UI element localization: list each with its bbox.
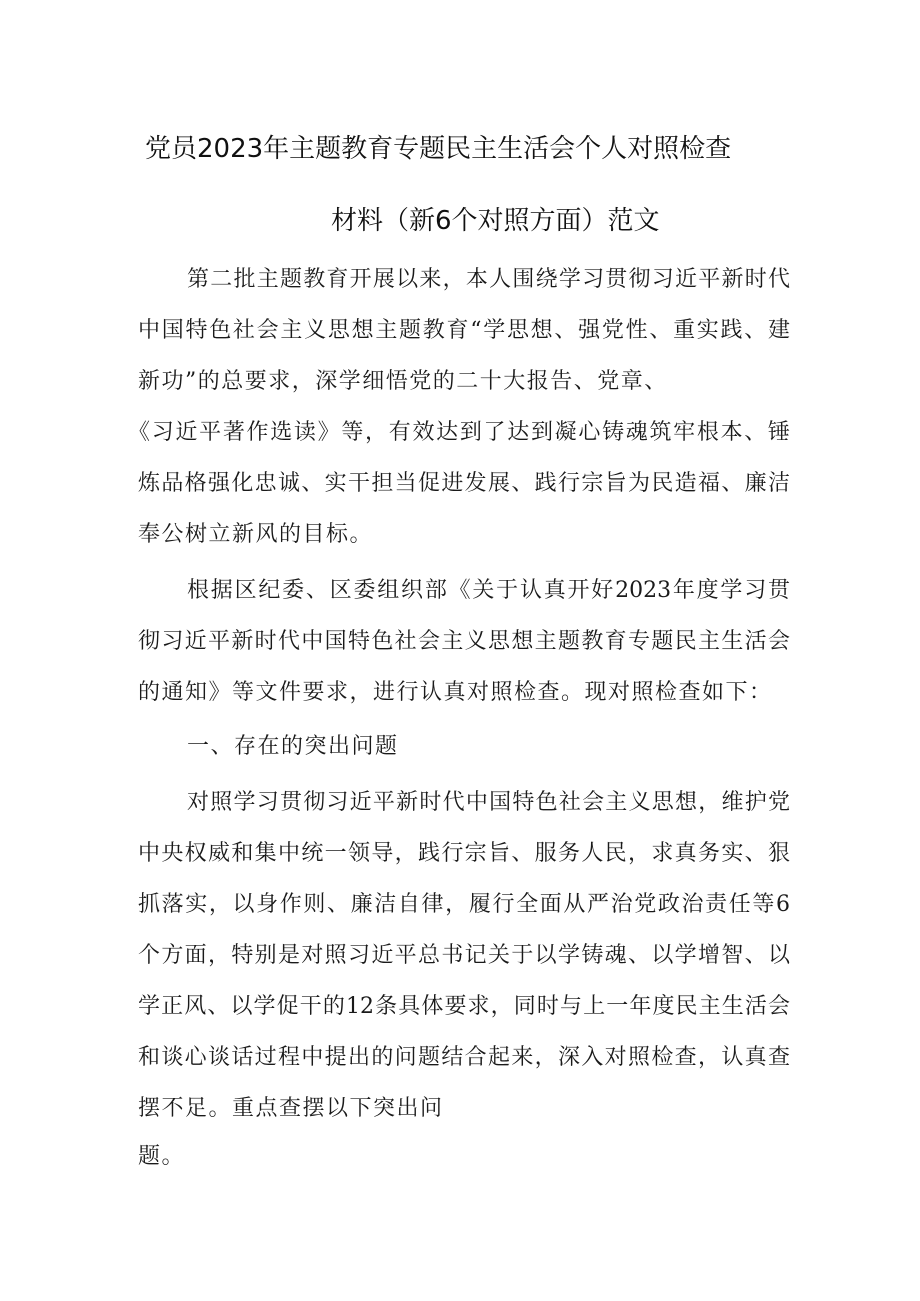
paragraph-line: 学正风、以学促干的12条具体要求，同时与上一年度民主生活会 <box>138 994 790 1019</box>
paragraph-line: 根据区纪委、区委组织部《关于认真开好2023年度学习贯 <box>187 578 790 603</box>
paragraph-line: 炼品格强化忠诚、实干担当促进发展、践行宗旨为民造福、廉洁 <box>138 471 790 496</box>
paragraph-line: 彻习近平新时代中国特色社会主义思想主题教育专题民主生活会 <box>138 629 790 654</box>
document-title-line-1: 党员2023年主题教育专题民主生活会个人对照检查 <box>145 134 732 164</box>
paragraph-line: 和谈心谈话过程中提出的问题结合起来，深入对照检查，认真查 <box>138 1045 790 1070</box>
paragraph-line: 《习近平著作选读》等，有效达到了达到凝心铸魂筑牢根本、锤 <box>128 420 790 445</box>
paragraph-line: 个方面，特别是对照习近平总书记关于以学铸魂、以学增智、以 <box>138 943 790 968</box>
paragraph-line: 的通知》等文件要求，进行认真对照检查。现对照检查如下： <box>138 680 773 705</box>
paragraph-line: 奉公树立新风的目标。 <box>138 522 374 547</box>
paragraph-line: 新功”的总要求，深学细悟党的二十大报告、党章、 <box>138 369 668 394</box>
paragraph-line: 对照学习贯彻习近平新时代中国特色社会主义思想，维护党 <box>187 790 790 815</box>
paragraph-line: 中央权威和集中统一领导，践行宗旨、服务人民，求真务实、狠 <box>138 841 790 866</box>
section-heading: 一、存在的突出问题 <box>187 734 399 759</box>
paragraph-line: 题。 <box>138 1144 186 1169</box>
paragraph-line: 中国特色社会主义思想主题教育“学思想、强党性、重实践、建 <box>138 318 790 343</box>
paragraph-line: 摆不足。重点查摆以下突出问 <box>138 1096 444 1121</box>
document-title-line-2: 材料（新6个对照方面）范文 <box>331 206 660 236</box>
paragraph-line: 第二批主题教育开展以来，本人围绕学习贯彻习近平新时代 <box>187 267 790 292</box>
paragraph-line: 抓落实，以身作则、廉洁自律，履行全面从严治党政治责任等6 <box>138 892 790 917</box>
